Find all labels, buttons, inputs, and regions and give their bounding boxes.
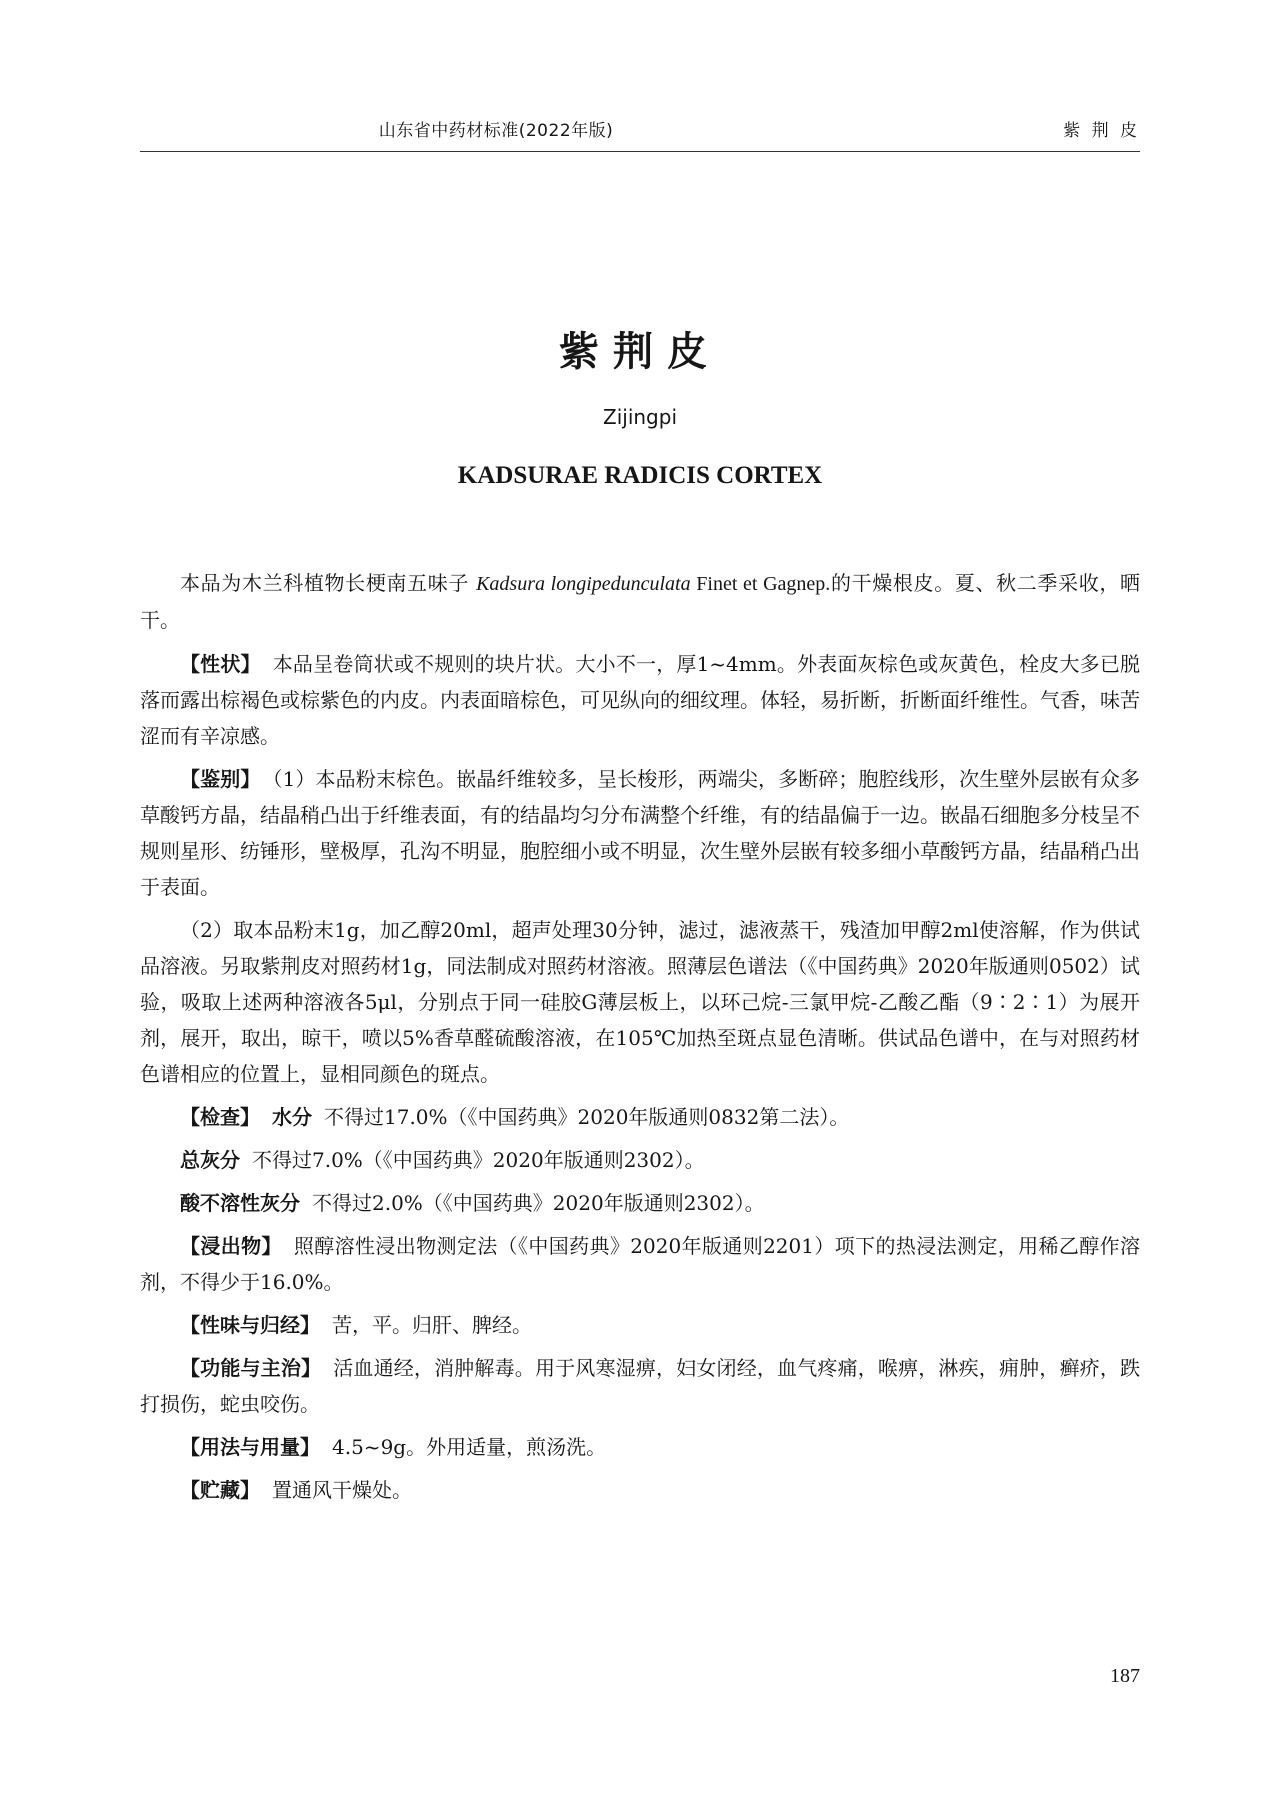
entry-pinyin: Zijingpi bbox=[603, 405, 677, 429]
section-yongfa bbox=[140, 1429, 1140, 1465]
section-text: 置通风干燥处。 bbox=[272, 1478, 412, 1502]
section-jianbie bbox=[140, 761, 1140, 905]
section-jinchuwu bbox=[140, 1228, 1140, 1300]
section-jiancha bbox=[140, 1099, 1140, 1135]
subsection-text: 不得过2.0%（《中国药典》2020年版通则2302）。 bbox=[312, 1191, 765, 1215]
species-authority: Finet et Gagnep. bbox=[690, 573, 831, 595]
species-name: Kadsura longipedunculata bbox=[476, 573, 691, 595]
subsection-text: 不得过17.0%（《中国药典》2020年版通则0832第二法）。 bbox=[324, 1105, 850, 1129]
intro-text-after: 的干燥根皮。夏、秋二季采收，晒干。 bbox=[140, 571, 1141, 632]
entry-title: 紫荆皮 bbox=[559, 329, 721, 375]
monograph-body bbox=[140, 565, 1140, 1515]
section-text: 苦，平。归肝、脾经。 bbox=[332, 1313, 532, 1337]
subsection-acid-insoluble-ash bbox=[140, 1185, 1140, 1221]
intro-text-before: 本品为木兰科植物长梗南五味子 bbox=[180, 571, 470, 595]
header-book-title: 山东省中药材标准(2022年版) bbox=[378, 121, 614, 141]
section-text: （2）取本品粉末1g，加乙醇20ml，超声处理30分钟，滤过，滤液蒸干，残渣加甲醇2ml使溶解，作为供试品溶液。另取紫荆皮对照药材1g，同法制成对照药材溶液。照薄层色谱法（《中国药典》2020年版通则0502）试验，吸取上述两种溶液各5μl，分别点于同一硅胶G薄层板上，以环己烷-三氯甲烷-乙酸乙酯（9∶2∶1）为展开剂，展开，取出，晾干，喷以5%香草醛硫酸溶液，在105℃加热至斑点显色清晰。供试品色谱中，在与对照药材色谱相应的位置上，显相同颜色的斑点。 bbox=[140, 918, 1140, 1086]
section-xingzhuang bbox=[140, 646, 1140, 754]
section-jianbie-2 bbox=[140, 912, 1140, 1092]
subsection-text: 不得过7.0%（《中国药典》2020年版通则2302）。 bbox=[252, 1148, 705, 1172]
section-text: 活血通经，消肿解毒。用于风寒湿痹，妇女闭经，血气疼痛，喉痹，淋疾，痈肿，癣疥，跌打损伤，蛇虫咬伤。 bbox=[140, 1356, 1141, 1416]
section-heading: 【功能与主治】 bbox=[180, 1356, 322, 1380]
section-text: （1）本品粉末棕色。嵌晶纤维较多，呈长梭形，两端尖，多断碎；胞腔线形，次生壁外层嵌有众多草酸钙方晶，结晶稍凸出于纤维表面，有的结晶均匀分布满整个纤维，有的结晶偏于一边。嵌晶石细胞多分枝呈不规则星形、纺锤形，壁极厚，孔沟不明显，胞腔细小或不明显，次生壁外层嵌有较多细小草酸钙方晶，结晶稍凸出于表面。 bbox=[140, 767, 1140, 899]
section-heading: 【性味与归经】 bbox=[180, 1313, 320, 1337]
section-heading: 【浸出物】 bbox=[180, 1234, 282, 1258]
header-entry-name: 紫 荆 皮 bbox=[1063, 121, 1140, 141]
section-heading: 【检查】 bbox=[180, 1105, 260, 1129]
section-xingwei bbox=[140, 1307, 1140, 1343]
entry-latin-name: KADSURAE RADICIS CORTEX bbox=[457, 462, 823, 489]
header-rule bbox=[140, 151, 1140, 152]
section-zhucang bbox=[140, 1472, 1140, 1508]
section-gongneng bbox=[140, 1350, 1140, 1422]
section-text: 照醇溶性浸出物测定法（《中国药典》2020年版通则2201）项下的热浸法测定，用稀乙醇作溶剂，不得少于16.0%。 bbox=[140, 1234, 1141, 1294]
section-text: 4.5~9g。外用适量，煎汤洗。 bbox=[332, 1435, 607, 1459]
subsection-label: 酸不溶性灰分 bbox=[180, 1191, 300, 1215]
section-heading: 【贮藏】 bbox=[180, 1478, 260, 1502]
section-text: 本品呈卷筒状或不规则的块片状。大小不一，厚1~4mm。外表面灰棕色或灰黄色，栓皮大多已脱落而露出棕褐色或棕紫色的内皮。内表面暗棕色，可见纵向的细纹理。体轻，易折断，折断面纤维性。气香，味苦涩而有辛凉感。 bbox=[140, 652, 1140, 748]
subsection-label: 水分 bbox=[272, 1105, 312, 1129]
section-heading: 【鉴别】 bbox=[180, 767, 261, 791]
running-header bbox=[140, 110, 1140, 150]
intro-paragraph bbox=[140, 565, 1140, 638]
section-heading: 【用法与用量】 bbox=[180, 1435, 320, 1459]
section-heading: 【性状】 bbox=[180, 652, 261, 676]
subsection-label: 总灰分 bbox=[180, 1148, 240, 1172]
subsection-total-ash bbox=[140, 1142, 1140, 1178]
page-number: 187 bbox=[1110, 1665, 1140, 1687]
